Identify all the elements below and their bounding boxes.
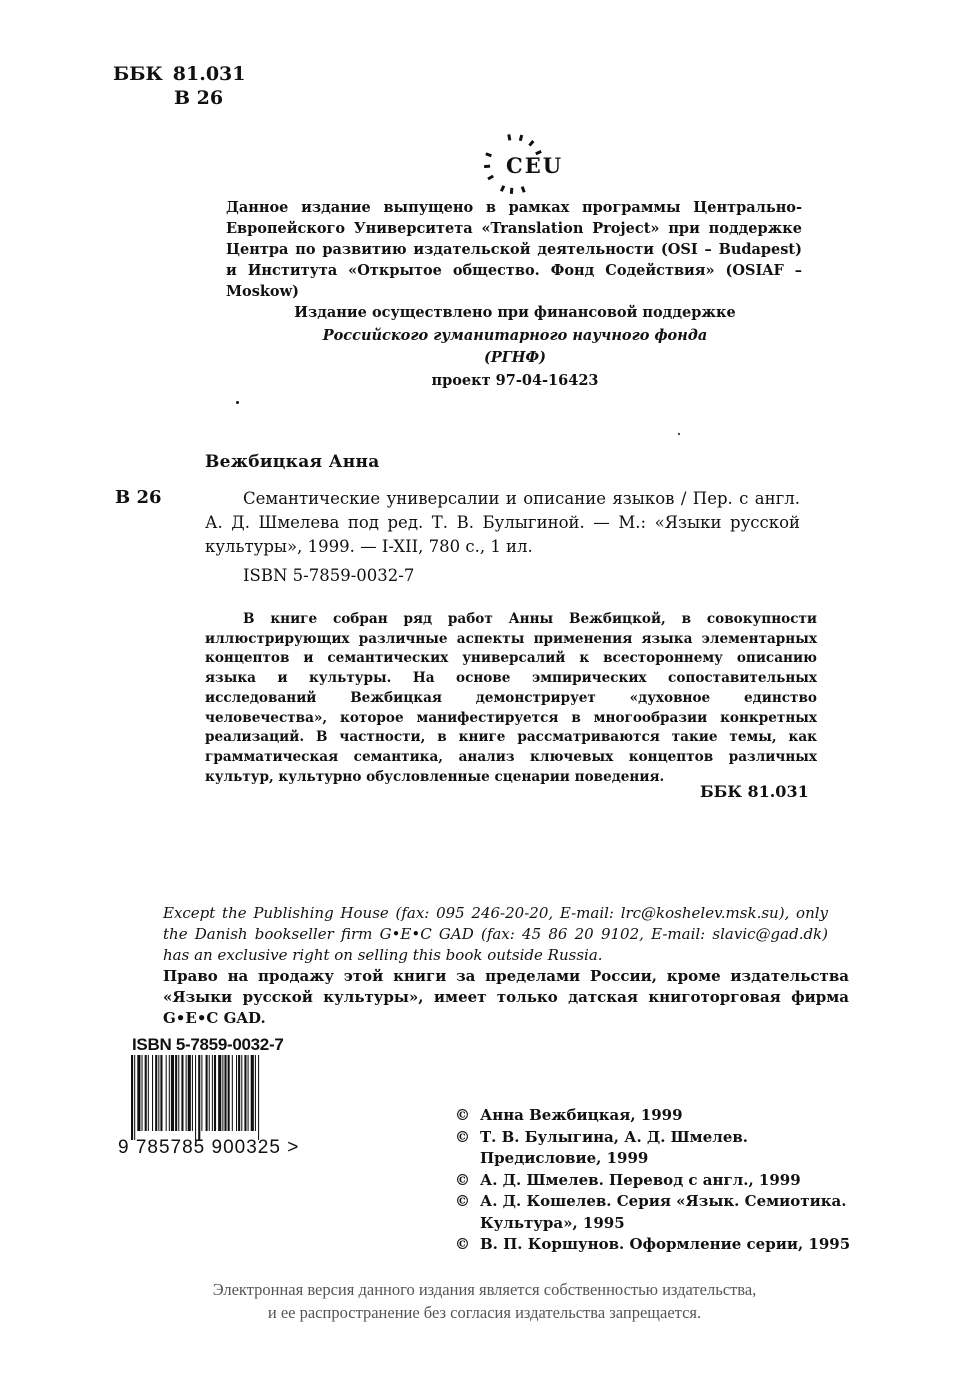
book-annotation: В книге собран ряд работ Анны Вежбицкой, в совокупности иллюстрирующих различные аспекты применения языка элементарных концептов и семантических универсалий к всестороннему описанию языка и культуры. На основе эмпирических сопоставительных исследований Вежбицкая демонстрирует «духовное единство человечества», которое манифестируется в многообразии конкретных реализаций. В частности, в книге рассматриваются такие темы, как грамматическая семантика, анализ ключевых концептов различных культур, культурно обусловленные сценарии поведения.: [205, 611, 817, 785]
barcode-bar: [224, 1055, 226, 1131]
barcode-bar: [232, 1055, 233, 1131]
copyright-list: [455, 1105, 855, 1256]
copyright-item: [455, 1127, 855, 1170]
funding-line-2: Российского гуманитарного научного фонда: [322, 326, 708, 344]
barcode-bar: [134, 1055, 135, 1140]
barcode-bar: [248, 1055, 249, 1131]
copyright-sign: ©: [455, 1106, 470, 1124]
logo-star-mark: [485, 152, 492, 157]
barcode-bar: [148, 1055, 149, 1131]
catalog-isbn: ISBN 5-7859-0032-7: [243, 566, 415, 585]
catalog-code: В 26: [115, 487, 162, 508]
distribution-english: Except the Publishing House (fax: 095 246-20-20, E-mail: lrc@koshelev.msk.su), only the Danish bookseller firm G•E•C GAD (fax: 45 86 20 9102, E-mail: slavic@gad.dk) has an exclusive right on selling this book outside Russia.: [163, 904, 828, 964]
barcode-bar: [214, 1055, 216, 1131]
ceu-program-note: Данное издание выпущено в рамках программы Центрально-Европейского Университета «Translation Project» при поддержке Центра по развитию издательской деятельности (OSI – Budapest) и Института «Открытое общество. Фонд Содействия» (OSIAF – Moskow): [226, 199, 802, 300]
logo-star-mark: [487, 175, 494, 181]
barcode-bar: [166, 1055, 167, 1131]
copyright-text: Т. В. Булыгина, А. Д. Шмелев. Предисловие, 1999: [480, 1127, 749, 1167]
copyright-item: [455, 1105, 855, 1127]
barcode-bar: [137, 1055, 140, 1131]
ceu-logo-icon: [484, 128, 574, 200]
footer-line-1: Электронная версия данного издания является собственностью издательства,: [212, 1280, 757, 1299]
bbk-header: [113, 62, 245, 110]
barcode-bar: [192, 1055, 193, 1131]
logo-star-mark: [507, 134, 511, 140]
barcode-bar: [158, 1055, 159, 1131]
logo-star-mark: [484, 165, 490, 169]
barcode-bar: [241, 1055, 242, 1131]
copyright-text: А. Д. Кошелев. Серия «Язык. Семиотика. Культура», 1995: [480, 1192, 847, 1232]
copyright-text: В. П. Коршунов. Оформление серии, 1995: [480, 1235, 851, 1253]
copyright-item: [455, 1234, 855, 1256]
copyright-item: [455, 1191, 855, 1234]
copyright-text: Анна Вежбицкая, 1999: [480, 1106, 683, 1124]
barcode-bar: [206, 1055, 208, 1131]
annotation-bbk: ББК 81.031: [700, 782, 809, 801]
bibliographic-description: Семантические универсалии и описание языков / Пер. с англ. А. Д. Шмелева под ред. Т. В. Булыгиной. — М.: «Языки русской культуры», 1999. — I-XII, 780 с., 1 ил.: [205, 489, 800, 556]
funding-line-3: (РГНФ): [483, 349, 547, 366]
logo-star-mark: [510, 188, 514, 194]
barcode-bar: [155, 1055, 157, 1131]
barcode-bar: [238, 1055, 240, 1131]
barcode-bar: [175, 1055, 177, 1131]
barcode-bar: [209, 1055, 210, 1131]
barcode-bar: [198, 1055, 200, 1140]
copyright-sign: ©: [455, 1235, 470, 1253]
author-name: Вежбицкая Анна: [205, 452, 380, 472]
barcode-bar: [142, 1055, 143, 1131]
copyright-text: А. Д. Шмелев. Перевод с англ., 1999: [480, 1170, 801, 1189]
barcode-bar: [181, 1055, 183, 1131]
barcode-bar: [169, 1055, 170, 1131]
barcode-bar: [178, 1055, 179, 1131]
barcode-bar: [212, 1055, 213, 1131]
barcode-bar: [222, 1055, 223, 1131]
logo-star-mark: [528, 140, 534, 147]
electronic-version-notice: [60, 1278, 909, 1324]
funding-block: [230, 302, 800, 392]
print-speck: [678, 433, 680, 435]
funding-line-4: проект 97-04-16423: [431, 371, 599, 389]
barcode-bar: [152, 1055, 153, 1131]
ceu-logo-text: CEU: [506, 153, 564, 178]
logo-star-mark: [519, 135, 523, 142]
logo-star-mark: [521, 186, 526, 193]
barcode-bar: [258, 1055, 259, 1140]
barcode-bar: [171, 1055, 174, 1131]
barcode-bar: [236, 1055, 237, 1131]
barcode-bar: [160, 1055, 162, 1131]
barcode-bar: [244, 1055, 246, 1131]
copyright-item: [455, 1170, 855, 1192]
barcode-bar: [131, 1055, 133, 1140]
funding-line-1: Издание осуществлено при финансовой поддержке: [294, 304, 736, 321]
bbk-label: ББК: [113, 63, 163, 85]
barcode-bar: [218, 1055, 221, 1131]
cutter-code: В 26: [174, 87, 224, 109]
barcode-bar: [145, 1055, 147, 1131]
print-speck: [236, 401, 239, 404]
copyright-sign: ©: [455, 1192, 470, 1210]
copyright-sign: ©: [455, 1127, 470, 1146]
distribution-russian: Право на продажу этой книги за пределами России, кроме издательства «Языки русской культуры», имеет только датская книготорговая фирма G•E•C GAD.: [163, 967, 849, 1027]
bbk-value: 81.031: [172, 63, 246, 85]
ean-barcode-icon: [131, 1055, 291, 1140]
barcode-bar: [188, 1055, 191, 1131]
barcode-isbn: ISBN 5-7859-0032-7: [132, 1035, 284, 1054]
barcode-bar: [201, 1055, 202, 1131]
logo-star-mark: [500, 185, 505, 192]
footer-line-2: и ее распространение без согласия издательства запрещается.: [267, 1303, 702, 1322]
barcode-digits: 9 785785 900325 >: [118, 1137, 300, 1158]
barcode-bar: [195, 1055, 196, 1140]
copyright-sign: ©: [455, 1170, 470, 1189]
barcode-bar: [255, 1055, 256, 1131]
barcode-bar: [186, 1055, 187, 1131]
barcode-bar: [251, 1055, 254, 1131]
barcode-bar: [228, 1055, 230, 1131]
